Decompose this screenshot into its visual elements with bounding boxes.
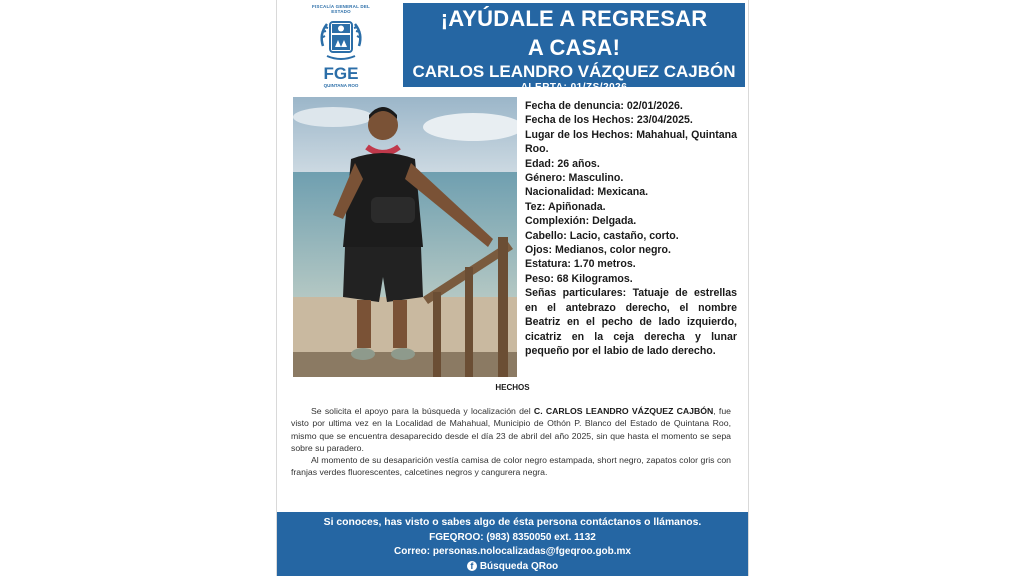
facts-paragraph-2: Al momento de su desaparición vestía camisa de color negro estampada, short negro, zapatos color gris con franjas verdes fluorescentes, calcetines negros y cangurera negra. [291, 455, 731, 478]
alert-code: ALERTA: 01/ZS/2026 [520, 82, 628, 93]
logo-org-text: FISCALÍA GENERAL DEL ESTADO [311, 4, 370, 14]
person-details [525, 99, 737, 358]
person-name: CARLOS LEANDRO VÁZQUEZ CAJBÓN [412, 62, 736, 81]
contact-phone: FGEQROO: (983) 8350050 ext. 1132 [429, 531, 596, 543]
contact-footer [277, 512, 748, 576]
facts-p1-body: , fue visto por ultima vez en la Localidad de Mahahual, Municipio de Othón P. Blanco del Estado de Quintana Roo, mismo que se encuentra desaparecido desde el día 23 de abril del año 2025, sin que hasta el momento se sepa sobre su paradero. [291, 406, 732, 453]
detail-eyes: Ojos: Medianos, color negro. [525, 244, 671, 257]
logo-acronym: FGE [323, 64, 359, 83]
facts-p1-name: C. CARLOS LEANDRO VÁZQUEZ CAJBÓN [533, 406, 714, 416]
detail-nationality: Nacionalidad: Mexicana. [525, 186, 649, 199]
facts-p1-intro: Se solicita el apoyo para la búsqueda y localización del [311, 406, 534, 416]
detail-hair: Cabello: Lacio, castaño, corto. [525, 229, 679, 242]
detail-weight: Peso: 68 Kilogramos. [525, 272, 633, 285]
person-photo [293, 97, 517, 377]
missing-person-poster [276, 0, 749, 576]
detail-build: Complexión: Delgada. [525, 215, 637, 228]
detail-age: Edad: 26 años. [525, 157, 600, 170]
facts-narrative [291, 405, 731, 479]
facts-paragraph-1 [291, 405, 731, 454]
facts-heading: HECHOS [495, 383, 530, 392]
detail-gender: Género: Masculino. [525, 172, 624, 185]
fge-logo [307, 4, 375, 90]
detail-report-date: Fecha de denuncia: 02/01/2026. [525, 100, 683, 112]
contact-call-to-action: Si conoces, has visto o sabes algo de ésta persona contáctanos o llámanos. [323, 517, 702, 528]
headline-line-1: ¡AYÚDALE A REGRESAR [440, 6, 708, 31]
headline-banner [403, 3, 745, 93]
facebook-page [277, 560, 748, 575]
logo-state-text: QUINTANA ROO [323, 83, 359, 88]
seal-icon [317, 16, 365, 64]
facebook-icon: f [467, 561, 477, 571]
facebook-page-name: Búsqueda QRoo [479, 560, 559, 572]
headline-line-2: A CASA! [527, 35, 621, 60]
detail-event-date: Fecha de los Hechos: 23/04/2025. [525, 114, 693, 127]
detail-location: Lugar de los Hechos: Mahahual, Quintana Roo. [525, 128, 737, 156]
detail-distinguishing-marks: Señas particulares: Tatuaje de estrellas en el antebrazo derecho, el nombre Beatriz en el pecho de lado izquierdo, cicatriz en la ceja derecha y lunar pequeño por el labio de lado derecho. [525, 287, 737, 357]
detail-height: Estatura: 1.70 metros. [525, 258, 636, 271]
detail-complexion-tone: Tez: Apiñonada. [525, 200, 606, 213]
contact-email: Correo: personas.nolocalizadas@fgeqroo.gob.mx [393, 546, 631, 557]
